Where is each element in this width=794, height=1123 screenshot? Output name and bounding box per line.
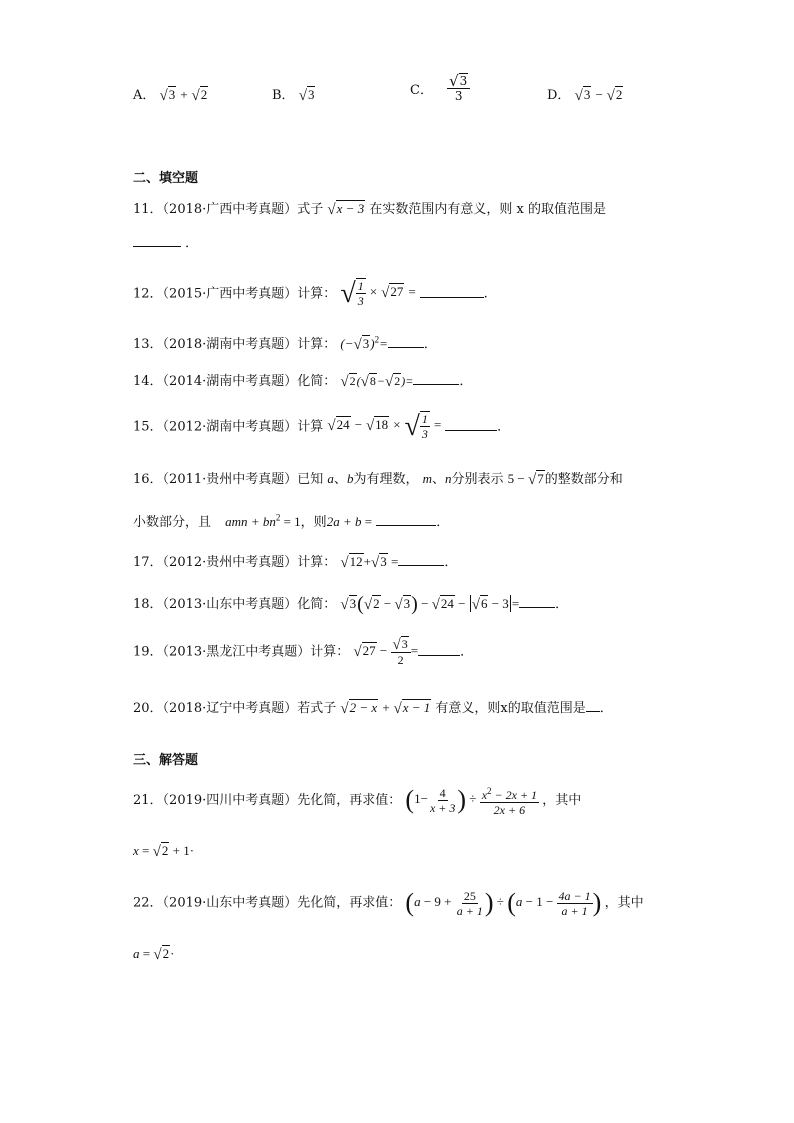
choice-d: D． √3 − √2	[547, 87, 623, 104]
choice-a: A． √3 + √2	[133, 87, 208, 104]
question-19: 19．（2013·黑龙江中考真题）计算： √27 − $\frac{√3}{2}$ = ．	[133, 637, 474, 667]
section-fill-title: 二、填空题	[133, 171, 199, 186]
choice-d-expr: √3 − √2	[574, 87, 623, 104]
question-17: 17．（2012·贵州中考真题）计算： √12+√3 = ．	[133, 554, 458, 571]
question-12: 12．（2015·广西中考真题）计算： √ $\frac{1}{3}$ × √27 = .	[133, 278, 488, 309]
question-16-line2: 小数部分，且 amn + $bn^2 = 1$，则2a + b = ．	[133, 512, 450, 530]
question-22-line2: a = √2·	[133, 946, 175, 963]
question-22: 22．（2019·山东中考真题）先化简，再求值： (a − 9 + $\frac{25}{a + 1}$ ) ÷ (a − 1 − $\frac{4a - 1}{a + 1}$ ) ，其中	[133, 888, 644, 918]
question-20: 20．（2018·辽宁中考真题）若式子 √2 − x + √x − 1 有意义，则x的取值范围是 ．	[133, 700, 613, 717]
question-15: 15．（2012·湖南中考真题）计算 √24 − √18 × √ $\frac{1}{3}$ = ．	[133, 411, 511, 442]
question-21-line2: x = √2 + 1·	[133, 843, 195, 860]
question-14: 14．（2014·湖南中考真题）化简： √2(√8−√2)= ．	[133, 374, 473, 390]
question-13: 13．（2018·湖南中考真题）计算： $(-√3)^2=$ ．	[133, 334, 437, 353]
choice-c-expr: $\frac{√3}{3}$	[447, 74, 470, 103]
question-16: 16．（2011·贵州中考真题）已知 a、b为有理数， m、n分别表示 5 − √7的整数部分和	[133, 471, 623, 488]
question-11: 11．（2018·广西中考真题）式子 √x − 3 在实数范围内有意义，则 x 的取值范围是	[133, 201, 606, 218]
choice-c: C． $\frac{√3}{3}$	[410, 74, 470, 103]
choice-b: B． √3	[272, 87, 315, 104]
choice-a-expr: √3 + √2	[159, 87, 208, 104]
section-answer-title: 三、解答题	[133, 753, 199, 768]
question-18: 18．（2013·山东中考真题）化简： √3(√2 − √3) − √24 − √6 − 3 = ．	[133, 593, 569, 615]
question-11-answer-line: ．	[133, 232, 198, 251]
question-21: 21．（2019·四川中考真题）先化简，再求值： (1− $\frac{4}{x + 3}$ ) ÷ $\frac{x^2 - 2x + 1}{2x + 6}$ ，其中	[133, 785, 582, 817]
choice-b-expr: √3	[298, 87, 315, 104]
